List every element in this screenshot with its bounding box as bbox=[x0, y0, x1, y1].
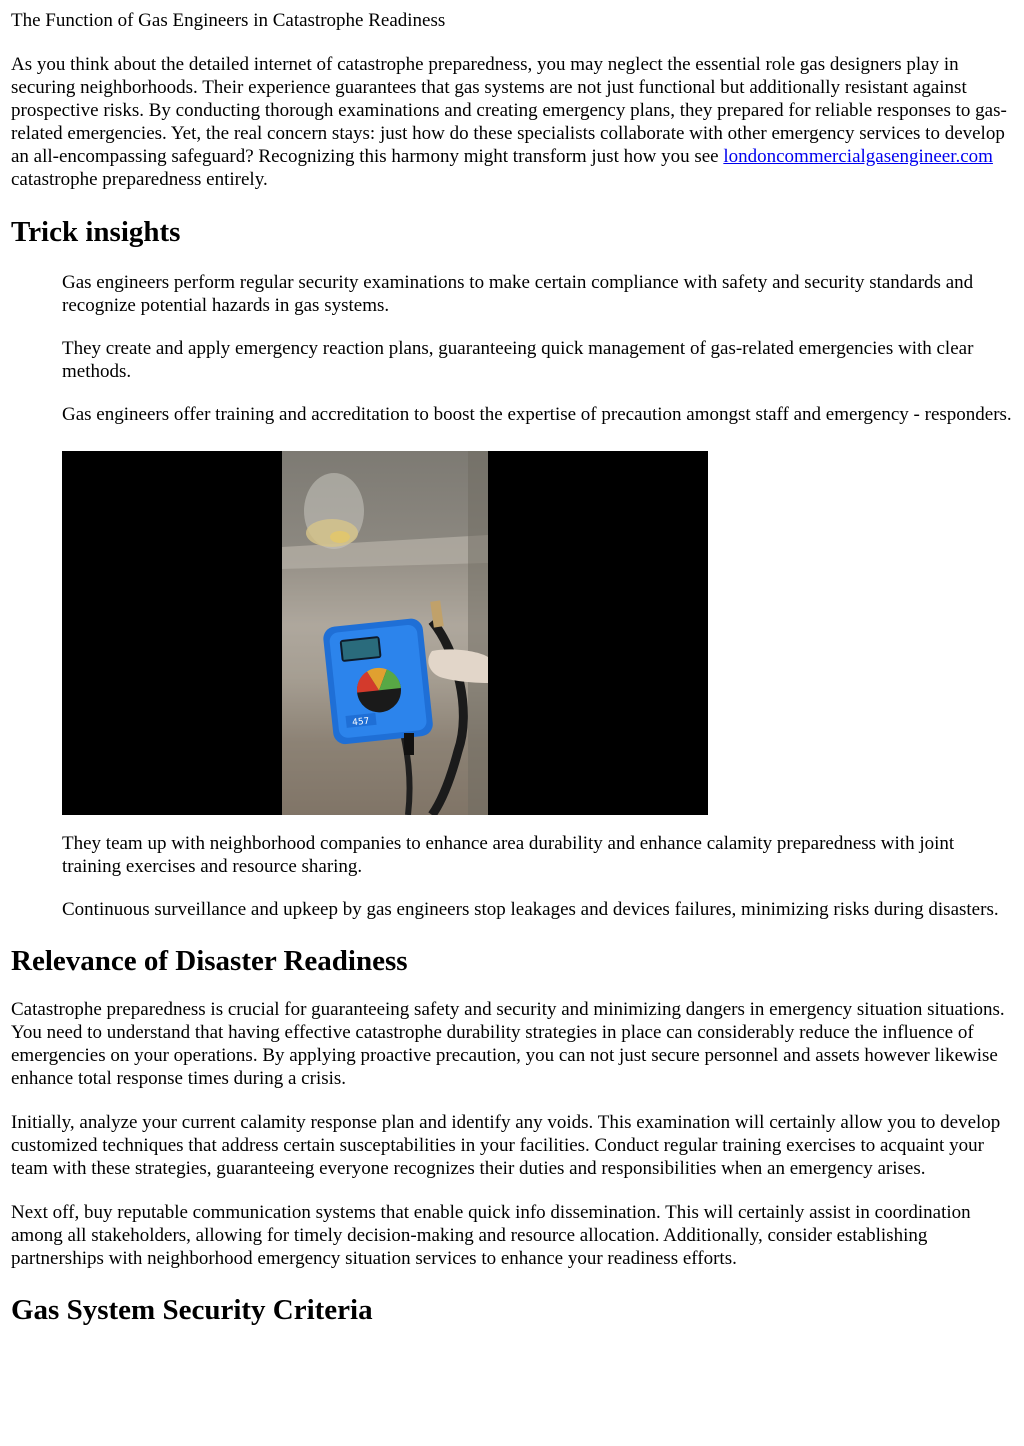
disaster-readiness-heading: Relevance of Disaster Readiness bbox=[11, 945, 408, 977]
key-insights-list bbox=[62, 271, 1017, 921]
insight-item: Gas engineers perform regular security examinations to make certain compliance with safety and security standards and recognize potential hazards in gas systems. bbox=[62, 272, 974, 316]
gas-analyzer-illustration bbox=[282, 451, 488, 815]
intro-text-after: catastrophe preparedness entirely. bbox=[11, 169, 268, 190]
insight-item: They team up with neighborhood companies to enhance area durability and enhance calamity preparedness with joint training exercises and resource sharing. bbox=[62, 833, 955, 877]
insight-item: They create and apply emergency reaction plans, guaranteeing quick management of gas-related emergencies with clear methods. bbox=[62, 338, 974, 382]
intro-text-before: As you think about the detailed internet of catastrophe preparedness, you may neglect the essential role gas designers play in securing neighborhoods. Their experience guarantees that gas systems are not just functional but additionally resistant against prospective risks. By conducting thorough examinations and creating emergency plans, they prepared for reliable responses to gas-related emergencies. Yet, the real concern stays: just how do these specialists collaborate with other emergency services to develop an all-encompassing safeguard? Recognizing this harmony might transform just how you see bbox=[11, 54, 1007, 167]
insight-item: Continuous surveillance and upkeep by gas engineers stop leakages and devices failures, minimizing risks during disasters. bbox=[62, 899, 999, 920]
document-title: The Function of Gas Engineers in Catastrophe Readiness bbox=[11, 10, 446, 31]
analyzer-model-label: 457 bbox=[351, 716, 370, 729]
security-criteria-heading: Gas System Security Criteria bbox=[11, 1294, 373, 1326]
video-frame-gas-analyzer bbox=[282, 451, 488, 815]
embedded-video-item bbox=[62, 446, 1017, 815]
key-insights-heading: Trick insights bbox=[11, 216, 181, 248]
embedded-video[interactable] bbox=[62, 451, 708, 815]
insight-item: Gas engineers offer training and accreditation to boost the expertise of precaution amongst staff and emergency - responders. bbox=[62, 404, 1012, 425]
site-link[interactable]: londoncommercialgasengineer.com bbox=[723, 146, 993, 167]
article bbox=[11, 9, 1017, 1327]
intro-paragraph bbox=[11, 53, 1017, 191]
readiness-paragraph: Catastrophe preparedness is crucial for guaranteeing safety and security and minimizing dangers in emergency situation situations. You need to understand that having effective catastrophe durability strategies in place can considerably reduce the influence of emergencies on your operations. By applying proactive precaution, you can not just secure personnel and assets however likewise enhance total response times during a crisis. bbox=[11, 999, 1005, 1089]
readiness-paragraph: Initially, analyze your current calamity response plan and identify any voids. This examination will certainly allow you to develop customized techniques that address certain susceptabilities in your facilities. Conduct regular training exercises to acquaint your team with these strategies, guaranteeing everyone recognizes their duties and responsibilities when an emergency arises. bbox=[11, 1112, 1001, 1179]
readiness-paragraph: Next off, buy reputable communication systems that enable quick info dissemination. This will certainly assist in coordination among all stakeholders, allowing for timely decision-making and resource allocation. Additionally, consider establishing partnerships with neighborhood emergency situation services to enhance your readiness efforts. bbox=[11, 1202, 971, 1269]
